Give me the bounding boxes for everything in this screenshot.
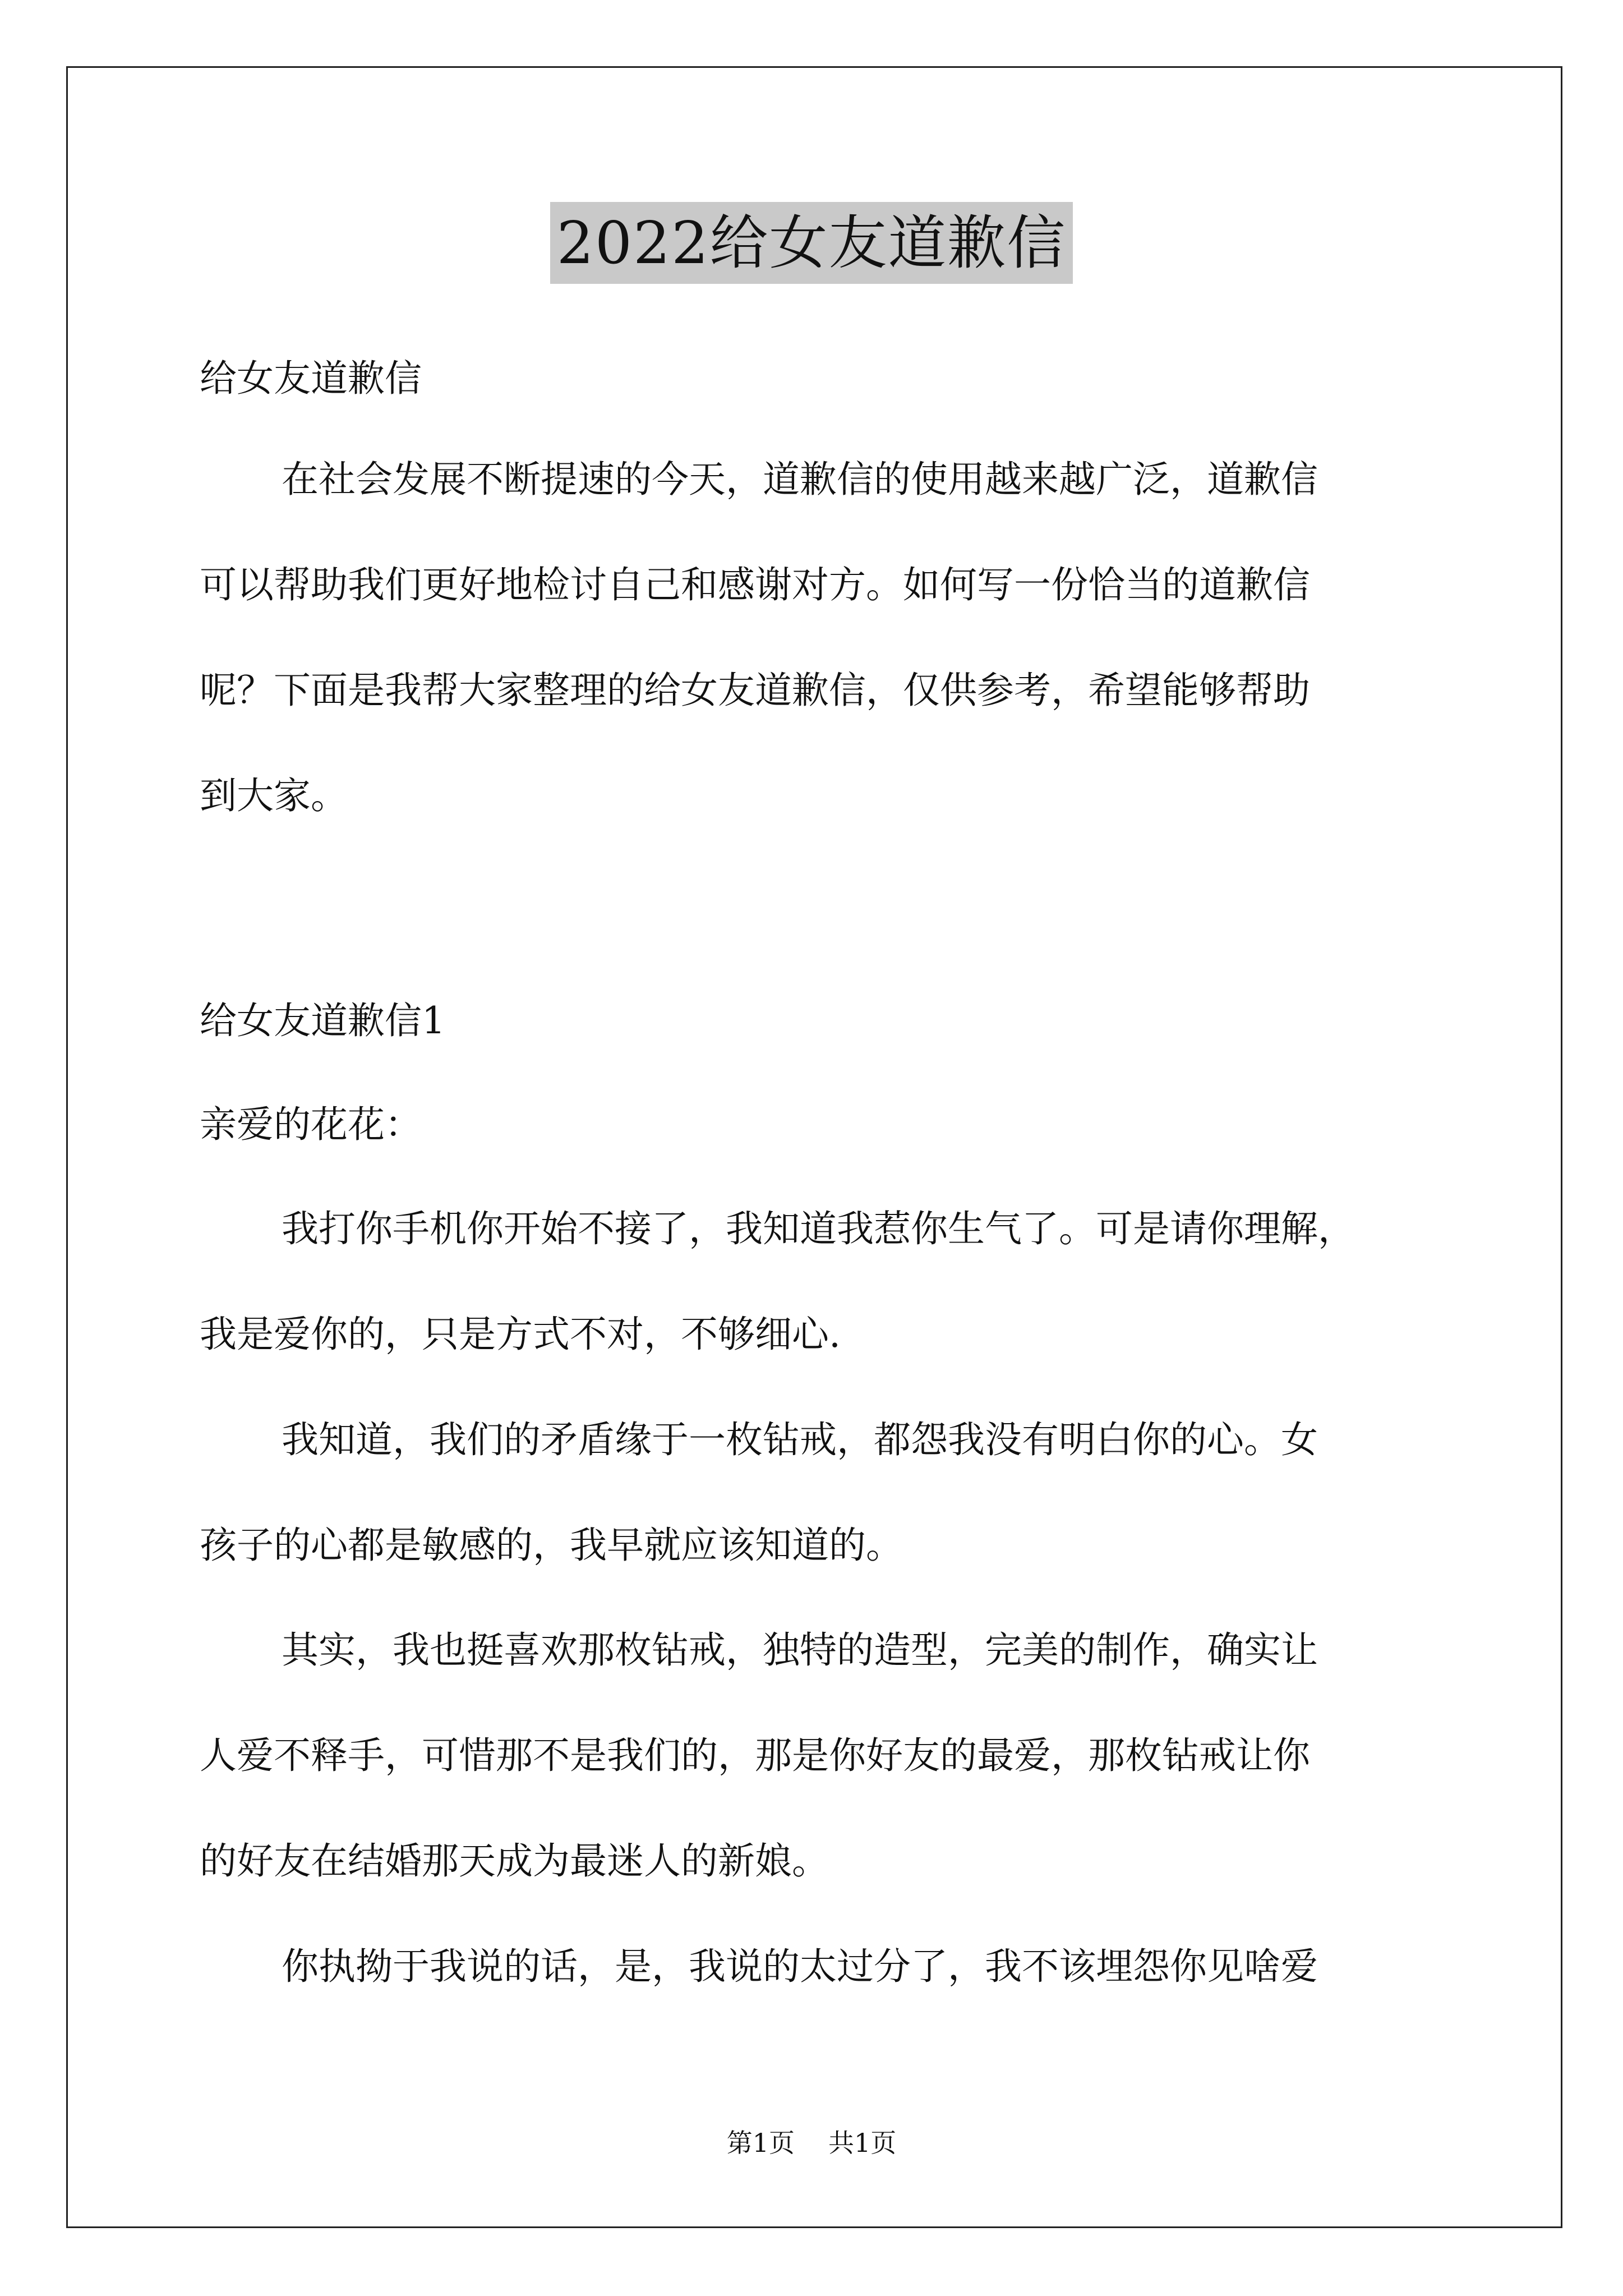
body-line: 我知道，我们的矛盾缘于一枚钻戒，都怨我没有明白你的心。女	[282, 1418, 1318, 1461]
document-title: 2022给女友道歉信	[550, 202, 1073, 284]
body-line: 你执拗于我说的话，是，我说的太过分了，我不该埋怨你见啥爱	[282, 1945, 1318, 1988]
subtitle: 给女友道歉信	[200, 357, 422, 400]
body-line: 的好友在结婚那天成为最迷人的新娘。	[200, 1839, 829, 1883]
page-footer	[0, 2126, 1623, 2160]
intro-line: 可以帮助我们更好地检讨自己和感谢对方。如何写一份恰当的道歉信	[200, 563, 1310, 606]
intro-line: 呢？下面是我帮大家整理的给女友道歉信，仅供参考，希望能够帮助	[200, 669, 1310, 712]
intro-line: 到大家。	[200, 774, 348, 817]
title-container	[0, 202, 1623, 284]
body-line: 孩子的心都是敏感的，我早就应该知道的。	[200, 1524, 903, 1567]
salutation: 亲爱的花花：	[200, 1103, 422, 1146]
page-number: 第1页	[726, 2128, 795, 2158]
intro-line: 在社会发展不断提速的今天，道歉信的使用越来越广泛，道歉信	[282, 458, 1318, 501]
section-heading: 给女友道歉信1	[200, 999, 445, 1042]
body-line: 我是爱你的，只是方式不对，不够细心.	[200, 1313, 841, 1356]
page-total: 共1页	[828, 2128, 897, 2158]
body-line: 人爱不释手，可惜那不是我们的，那是你好友的最爱，那枚钻戒让你	[200, 1734, 1310, 1777]
body-line: 我打你手机你开始不接了，我知道我惹你生气了。可是请你理解，	[282, 1207, 1355, 1250]
body-line: 其实，我也挺喜欢那枚钻戒，独特的造型，完美的制作，确实让	[282, 1628, 1318, 1672]
